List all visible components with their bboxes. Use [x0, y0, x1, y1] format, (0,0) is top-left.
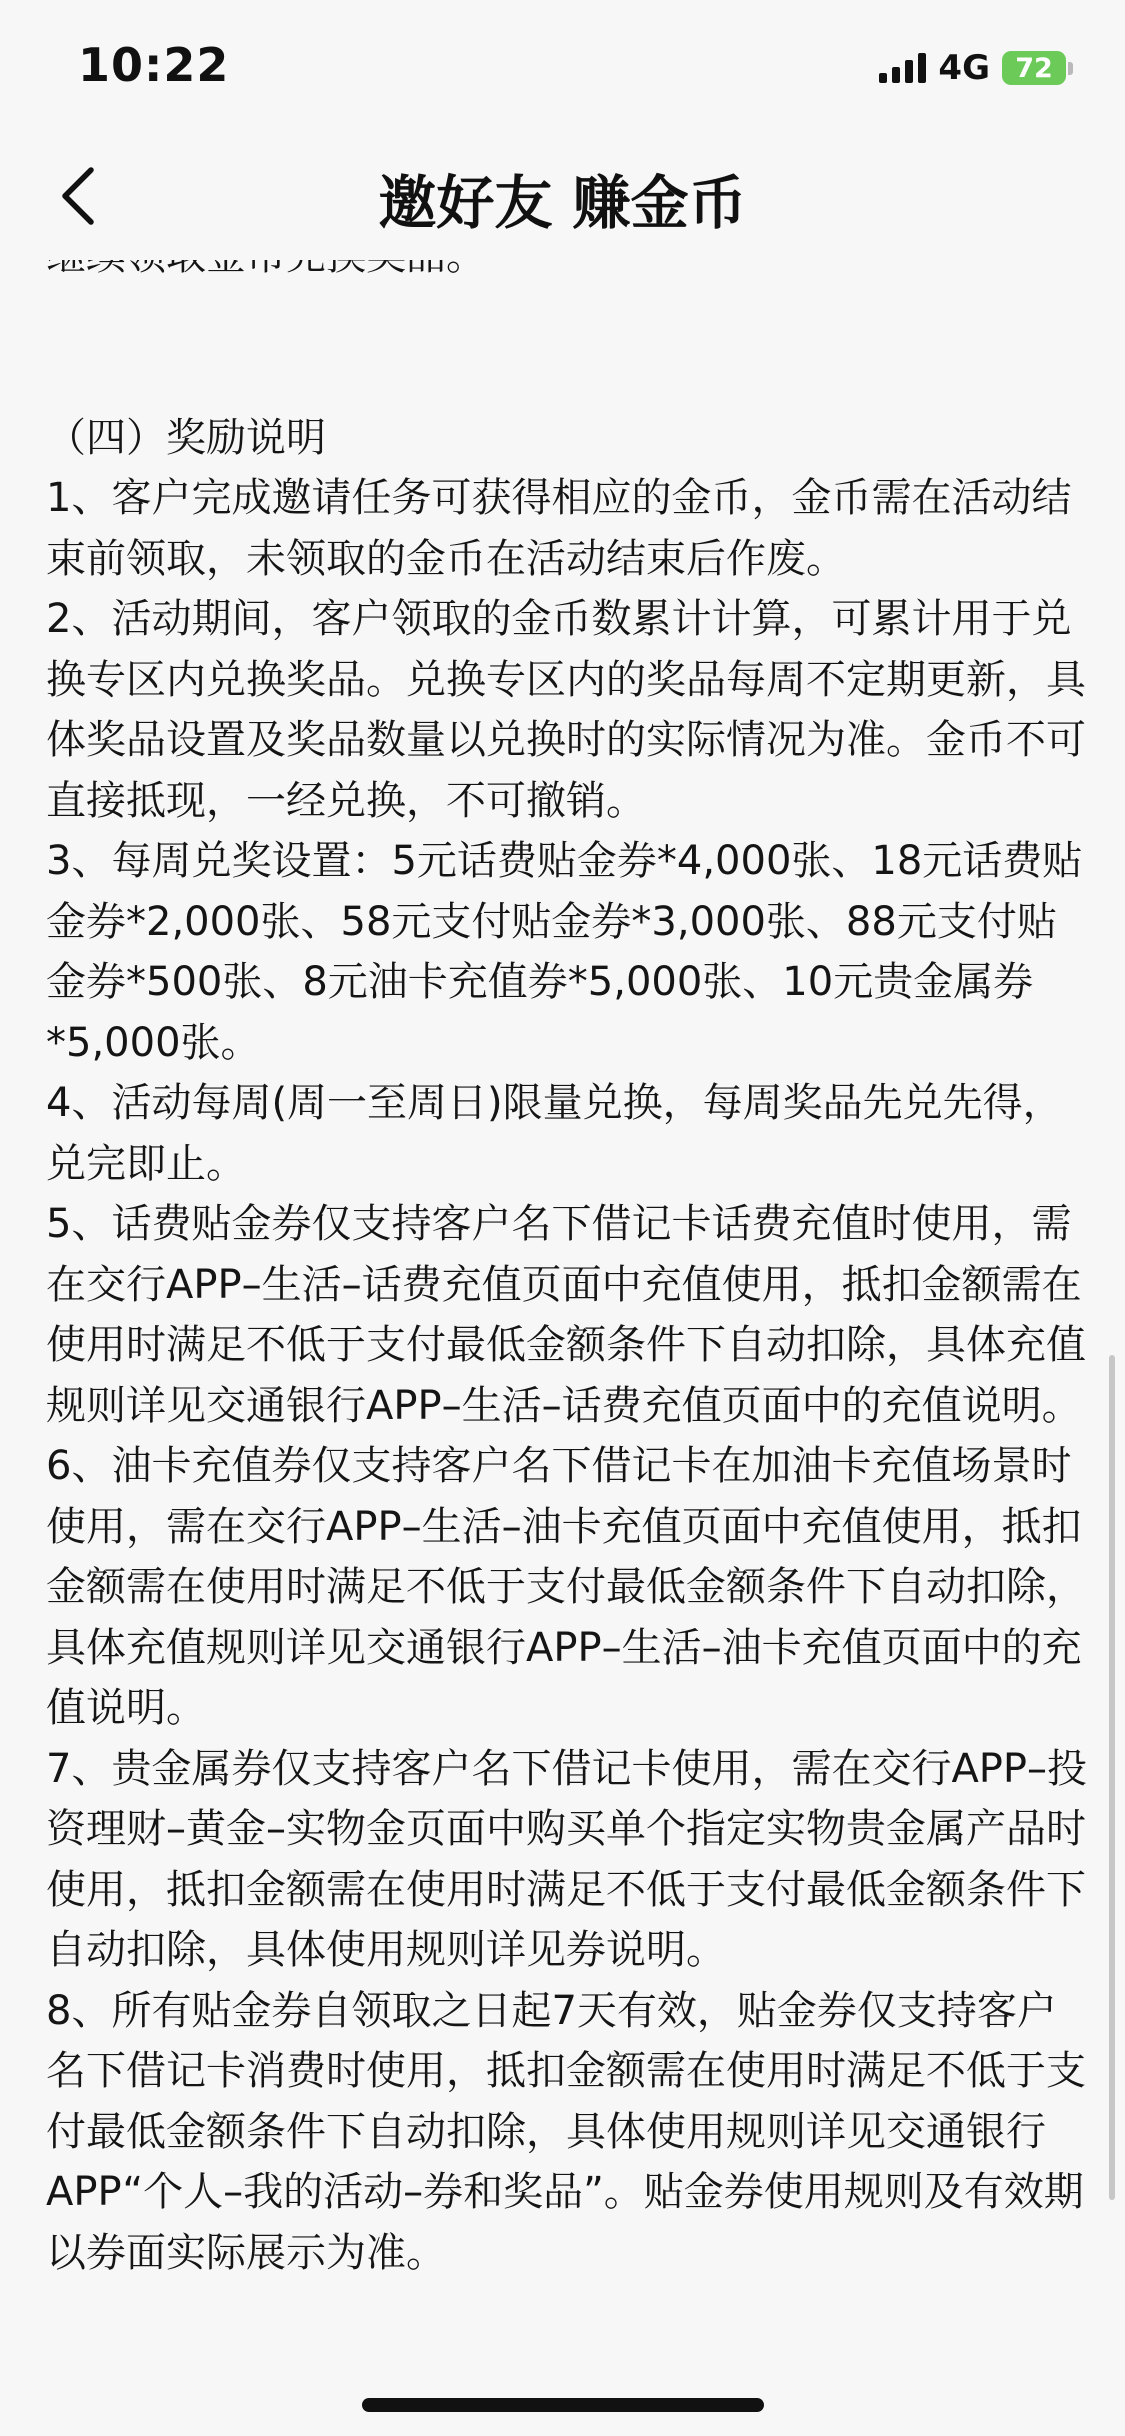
rule-paragraph-5: 5、话费贴金券仅支持客户名下借记卡话费充值时使用，需在交行APP–生活–话费充值页面中充值使用，抵扣金额需在使用时满足不低于支付最低金额条件下自动扣除，具体充值规则详见交通银行APP–生活–话费充值页面中的充值说明。 — [46, 1201, 1086, 1429]
battery-level: 72 — [1002, 51, 1066, 85]
rule-paragraph-6: 6、油卡充值券仅支持客户名下借记卡在加油卡充值场景时使用，需在交行APP–生活–油卡充值页面中充值使用，抵扣金额需在使用时满足不低于支付最低金额条件下自动扣除，具体充值规则详见交通银行APP–生活–油卡充值页面中的充值说明。 — [46, 1443, 1086, 1731]
page-title: 邀好友 赚金币 — [378, 169, 747, 237]
status-indicators — [879, 48, 1073, 88]
rule-paragraph-1: 1、客户完成邀请任务可获得相应的金币，金币需在活动结束前领取，未领取的金币在活动结束后作废。 — [46, 475, 1072, 582]
status-time: 10:22 — [78, 38, 230, 92]
rules-text — [46, 226, 1091, 2283]
rule-paragraph-7: 7、贵金属券仅支持客户名下借记卡使用，需在交行APP–投资理财–黄金–实物金页面中购买单个指定实物贵金属产品时使用，抵扣金额需在使用时满足不低于支付最低金额条件下自动扣除，具体使用规则详见券说明。 — [46, 1745, 1088, 1973]
rules-content-scroll-area[interactable] — [0, 260, 1125, 2330]
status-bar — [0, 0, 1125, 132]
paragraph-gap — [46, 287, 1091, 408]
battery-tip — [1068, 62, 1073, 75]
battery-icon — [1002, 51, 1073, 85]
network-type: 4G — [938, 48, 990, 88]
signal-strength-icon — [879, 53, 926, 83]
navigation-bar — [0, 132, 1125, 260]
scrollbar[interactable] — [1109, 1355, 1115, 2200]
home-indicator[interactable] — [362, 2398, 764, 2412]
rule-paragraph-8: 8、所有贴金券自领取之日起7天有效，贴金券仅支持客户名下借记卡消费时使用，抵扣金额需在使用时满足不低于支付最低金额条件下自动扣除，具体使用规则详见交通银行APP“个人–我的活动–券和奖品”。贴金券使用规则及有效期以券面实际展示为准。 — [46, 1987, 1086, 2276]
rule-paragraph-4: 4、活动每周(周一至周日)限量兑换，每周奖品先兑先得，兑完即止。 — [46, 1080, 1063, 1187]
rule-paragraph-3: 3、每周兑奖设置：5元话费贴金券*4,000张、18元话费贴金券*2,000张、58元支付贴金券*3,000张、88元支付贴金券*500张、8元油卡充值券*5,000张、10元贵金属券*5,000张。 — [46, 838, 1083, 1066]
rule-paragraph-2: 2、活动期间，客户领取的金币数累计计算，可累计用于兑换专区内兑换奖品。兑换专区内的奖品每周不定期更新，具体奖品设置及奖品数量以兑换时的实际情况为准。金币不可直接抵现，一经兑换，不可撤销。 — [46, 596, 1086, 824]
section-title: （四）奖励说明 — [46, 414, 326, 461]
